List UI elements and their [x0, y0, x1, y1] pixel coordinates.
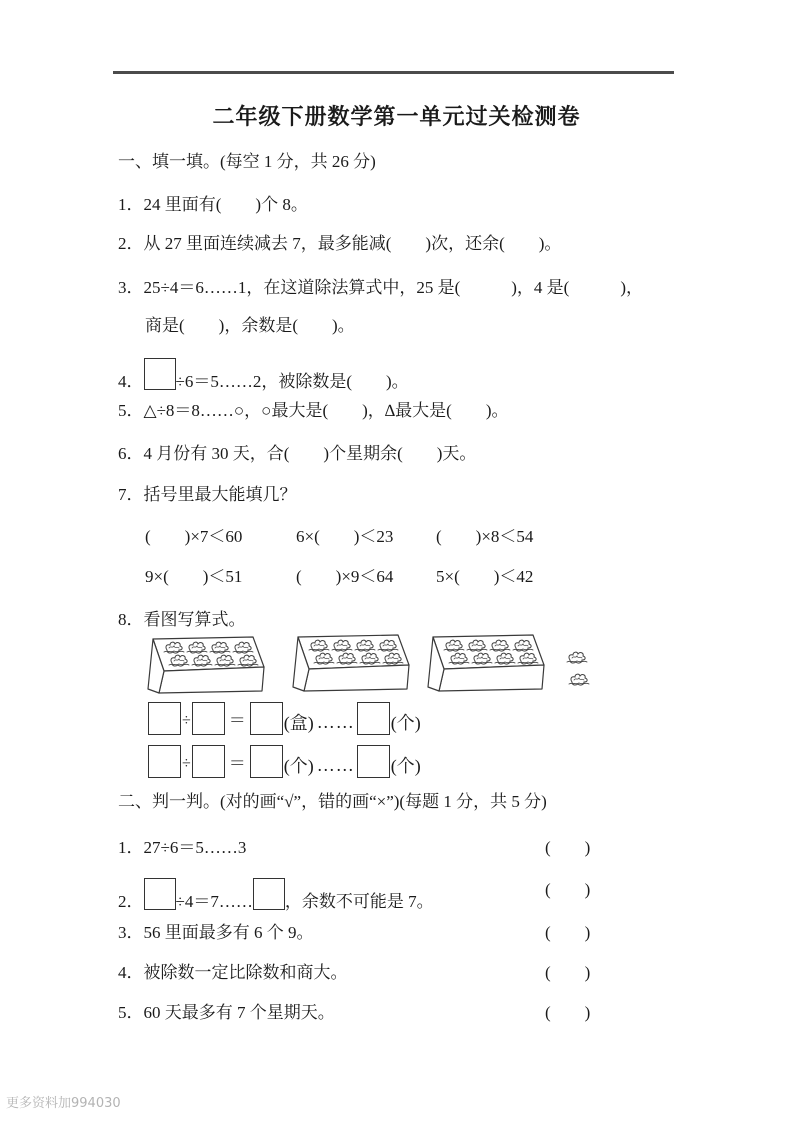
question-s1-2: 2．从 27 里面连续减去 7，最多能减( )次，还余( )。 — [118, 234, 562, 253]
judge-item-4 — [118, 961, 675, 984]
divide-sign: ÷ — [182, 755, 191, 772]
answer-box — [357, 745, 390, 778]
answer-box — [192, 745, 225, 778]
worksheet-content — [118, 0, 675, 1122]
blank-box-remainder — [253, 878, 285, 910]
section1-heading: 一、填一填。(每空 1 分，共 26 分) — [118, 152, 376, 171]
judge-item-5 — [118, 1001, 675, 1024]
judge-item-3 — [118, 921, 675, 944]
q8-figure — [118, 634, 675, 698]
judge-item-text: ，余数不可能是 7。 — [284, 892, 434, 911]
answer-parens: ( ) — [545, 923, 591, 942]
answer-box — [148, 745, 181, 778]
judge-item-text: ÷4＝7…… — [175, 892, 253, 911]
question-s1-3-line2: 商是( )，余数是( )。 — [145, 316, 355, 335]
question-s1-7: 7．括号里最大能填几？ — [118, 485, 297, 504]
unit-label: (个) — [390, 756, 421, 776]
equals-sign: ＝ — [228, 711, 246, 730]
answer-parens: ( ) — [545, 963, 591, 982]
q8-equation-2 — [148, 745, 422, 778]
question-s1-1: 1．24 里面有( )个 8。 — [118, 195, 308, 214]
section2-heading: 二、判一判。(对的画“√”，错的画“×”)(每题 1 分，共 5 分) — [118, 792, 547, 811]
question-s1-4-text: ÷6＝5……2，被除数是( )。 — [175, 372, 409, 391]
q7-expression: 5×( )＜42 — [436, 567, 534, 586]
answer-box — [192, 702, 225, 735]
answer-box — [250, 702, 283, 735]
equals-sign: ＝ — [228, 754, 246, 773]
answer-box — [250, 745, 283, 778]
judge-item-text: 1．27÷6＝5……3 — [118, 838, 247, 857]
unit-label: (盒) — [283, 713, 314, 733]
q7-expression: ( )×8＜54 — [436, 527, 534, 546]
answer-parens: ( ) — [545, 1003, 591, 1022]
judge-item-text: 4．被除数一定比除数和商大。 — [118, 963, 348, 982]
blank-box-dividend — [144, 358, 176, 390]
judge-item-text: 5．60 天最多有 7 个星期天。 — [118, 1003, 335, 1022]
page-title: 二年级下册数学第一单元过关检测卷 — [212, 104, 581, 129]
judge-item-text: 3．56 里面最多有 6 个 9。 — [118, 923, 314, 942]
q7-expression: ( )×9＜64 — [296, 567, 394, 586]
question-s1-6: 6．4 月份有 30 天，合( )个星期余( )天。 — [118, 444, 477, 463]
question-s1-8: 8．看图写算式。 — [118, 610, 246, 629]
answer-parens: ( ) — [545, 880, 591, 899]
judge-item-number: 2． — [118, 892, 144, 911]
judge-item-2 — [118, 878, 675, 913]
question-s1-4-number: 4． — [118, 372, 144, 391]
unit-label: (个) — [283, 756, 314, 776]
q7-expression: 9×( )＜51 — [145, 567, 243, 586]
answer-box — [148, 702, 181, 735]
question-s1-5: 5．△÷8＝8……○，○最大是( )，∆最大是( )。 — [118, 401, 509, 420]
tray-illustration-1 — [148, 637, 264, 693]
answer-box — [357, 702, 390, 735]
watermark: 更多资料加994030 — [6, 1096, 121, 1111]
tray-illustration-3 — [428, 635, 544, 691]
loose-item-1 — [567, 652, 587, 663]
answer-parens: ( ) — [545, 838, 591, 857]
loose-item-2 — [569, 674, 589, 685]
divide-sign: ÷ — [182, 712, 191, 729]
remainder-dots: …… — [316, 755, 355, 775]
question-s1-4 — [118, 358, 675, 393]
q7-expression: 6×( )＜23 — [296, 527, 394, 546]
q8-equation-1 — [148, 702, 422, 735]
q7-expression: ( )×7＜60 — [145, 527, 243, 546]
remainder-dots: …… — [316, 712, 355, 732]
question-s1-3-line1: 3．25÷4＝6……1，在这道除法算式中，25 是( )，4 是( )， — [118, 278, 643, 297]
judge-item-1 — [118, 836, 675, 859]
blank-box-dividend — [144, 878, 176, 910]
unit-label: (个) — [390, 713, 421, 733]
tray-illustration-2 — [293, 635, 409, 691]
